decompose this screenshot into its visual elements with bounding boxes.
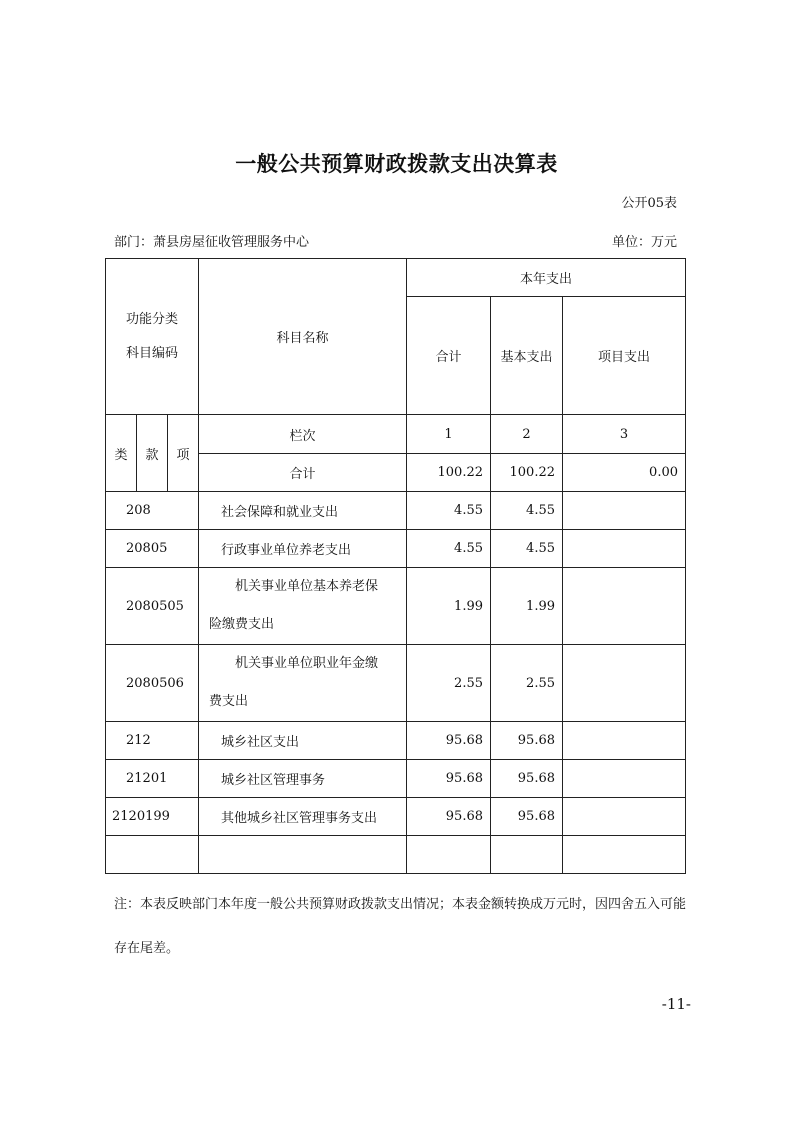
table-row — [106, 722, 686, 760]
column-number-row — [106, 415, 686, 454]
row-total: 4.55 — [407, 492, 491, 530]
row-name: 城乡社区支出 — [199, 722, 407, 760]
row-code: 212 — [106, 722, 199, 760]
func-class-header — [106, 259, 199, 415]
empty-cell — [491, 836, 563, 874]
row-name: 城乡社区管理事务 — [199, 760, 407, 798]
empty-row — [106, 836, 686, 874]
row-basic: 4.55 — [491, 530, 563, 568]
table-row — [106, 798, 686, 836]
basic-header: 基本支出 — [491, 297, 563, 415]
row-total: 4.55 — [407, 530, 491, 568]
col3-number: 3 — [563, 415, 686, 454]
row-basic: 1.99 — [491, 568, 563, 645]
row-total: 95.68 — [407, 722, 491, 760]
empty-cell — [563, 836, 686, 874]
total-row-basic: 100.22 — [491, 454, 563, 492]
page-number: -11- — [661, 995, 691, 1013]
func-class-line2: 科目编码 — [125, 345, 178, 361]
row-name: 社会保障和就业支出 — [199, 492, 407, 530]
project-header: 项目支出 — [563, 297, 686, 415]
total-row-project: 0.00 — [563, 454, 686, 492]
row-project — [563, 722, 686, 760]
table-row — [106, 568, 686, 645]
row-project — [563, 760, 686, 798]
col2-number: 2 — [491, 415, 563, 454]
row-basic: 4.55 — [491, 492, 563, 530]
table-row — [106, 492, 686, 530]
row-project — [563, 530, 686, 568]
row-name — [199, 568, 407, 645]
form-number: 公开05表 — [621, 196, 677, 211]
kuan-header: 款 — [137, 415, 168, 492]
table-row — [106, 530, 686, 568]
row-total: 95.68 — [407, 798, 491, 836]
row-total: 95.68 — [407, 760, 491, 798]
total-header: 合计 — [407, 297, 491, 415]
row-name-line1: 机关事业单位职业年金缴 — [235, 656, 379, 671]
row-name: 行政事业单位养老支出 — [199, 530, 407, 568]
column-no-label: 栏次 — [199, 415, 407, 454]
empty-cell — [407, 836, 491, 874]
table-row — [106, 760, 686, 798]
row-basic: 95.68 — [491, 722, 563, 760]
row-project — [563, 568, 686, 645]
row-project — [563, 798, 686, 836]
row-code: 2080505 — [106, 568, 199, 645]
page-title: 一般公共预算财政拨款支出决算表 — [235, 152, 558, 176]
total-row-total: 100.22 — [407, 454, 491, 492]
lei-header: 类 — [106, 415, 137, 492]
unit-label: 单位：万元 — [611, 235, 677, 250]
row-name — [199, 645, 407, 722]
row-basic: 2.55 — [491, 645, 563, 722]
row-code: 208 — [106, 492, 199, 530]
table-row — [106, 645, 686, 722]
department-label: 部门：萧县房屋征收管理服务中心 — [114, 235, 310, 250]
row-project — [563, 492, 686, 530]
row-name-line2: 险缴费支出 — [209, 617, 275, 632]
func-class-line1: 功能分类 — [125, 311, 178, 327]
total-row-label: 合计 — [199, 454, 407, 492]
row-code: 2080506 — [106, 645, 199, 722]
xiang-header: 项 — [168, 415, 199, 492]
subject-name-header: 科目名称 — [199, 259, 407, 415]
expenditure-table — [105, 258, 686, 874]
row-code: 2120199 — [106, 798, 199, 836]
empty-cell — [199, 836, 407, 874]
row-name-line1: 机关事业单位基本养老保 — [235, 579, 379, 594]
row-code: 21201 — [106, 760, 199, 798]
row-basic: 95.68 — [491, 760, 563, 798]
row-name-line2: 费支出 — [209, 694, 249, 709]
current-year-header: 本年支出 — [407, 259, 686, 297]
row-total: 1.99 — [407, 568, 491, 645]
row-name: 其他城乡社区管理事务支出 — [199, 798, 407, 836]
empty-cell — [106, 836, 199, 874]
header-row-1 — [106, 259, 686, 297]
row-project — [563, 645, 686, 722]
row-basic: 95.68 — [491, 798, 563, 836]
row-code: 20805 — [106, 530, 199, 568]
row-total: 2.55 — [407, 645, 491, 722]
footnote: 注：本表反映部门本年度一般公共预算财政拨款支出情况；本表金额转换成万元时，因四舍五入可能存在尾差。 — [114, 897, 687, 956]
col1-number: 1 — [407, 415, 491, 454]
